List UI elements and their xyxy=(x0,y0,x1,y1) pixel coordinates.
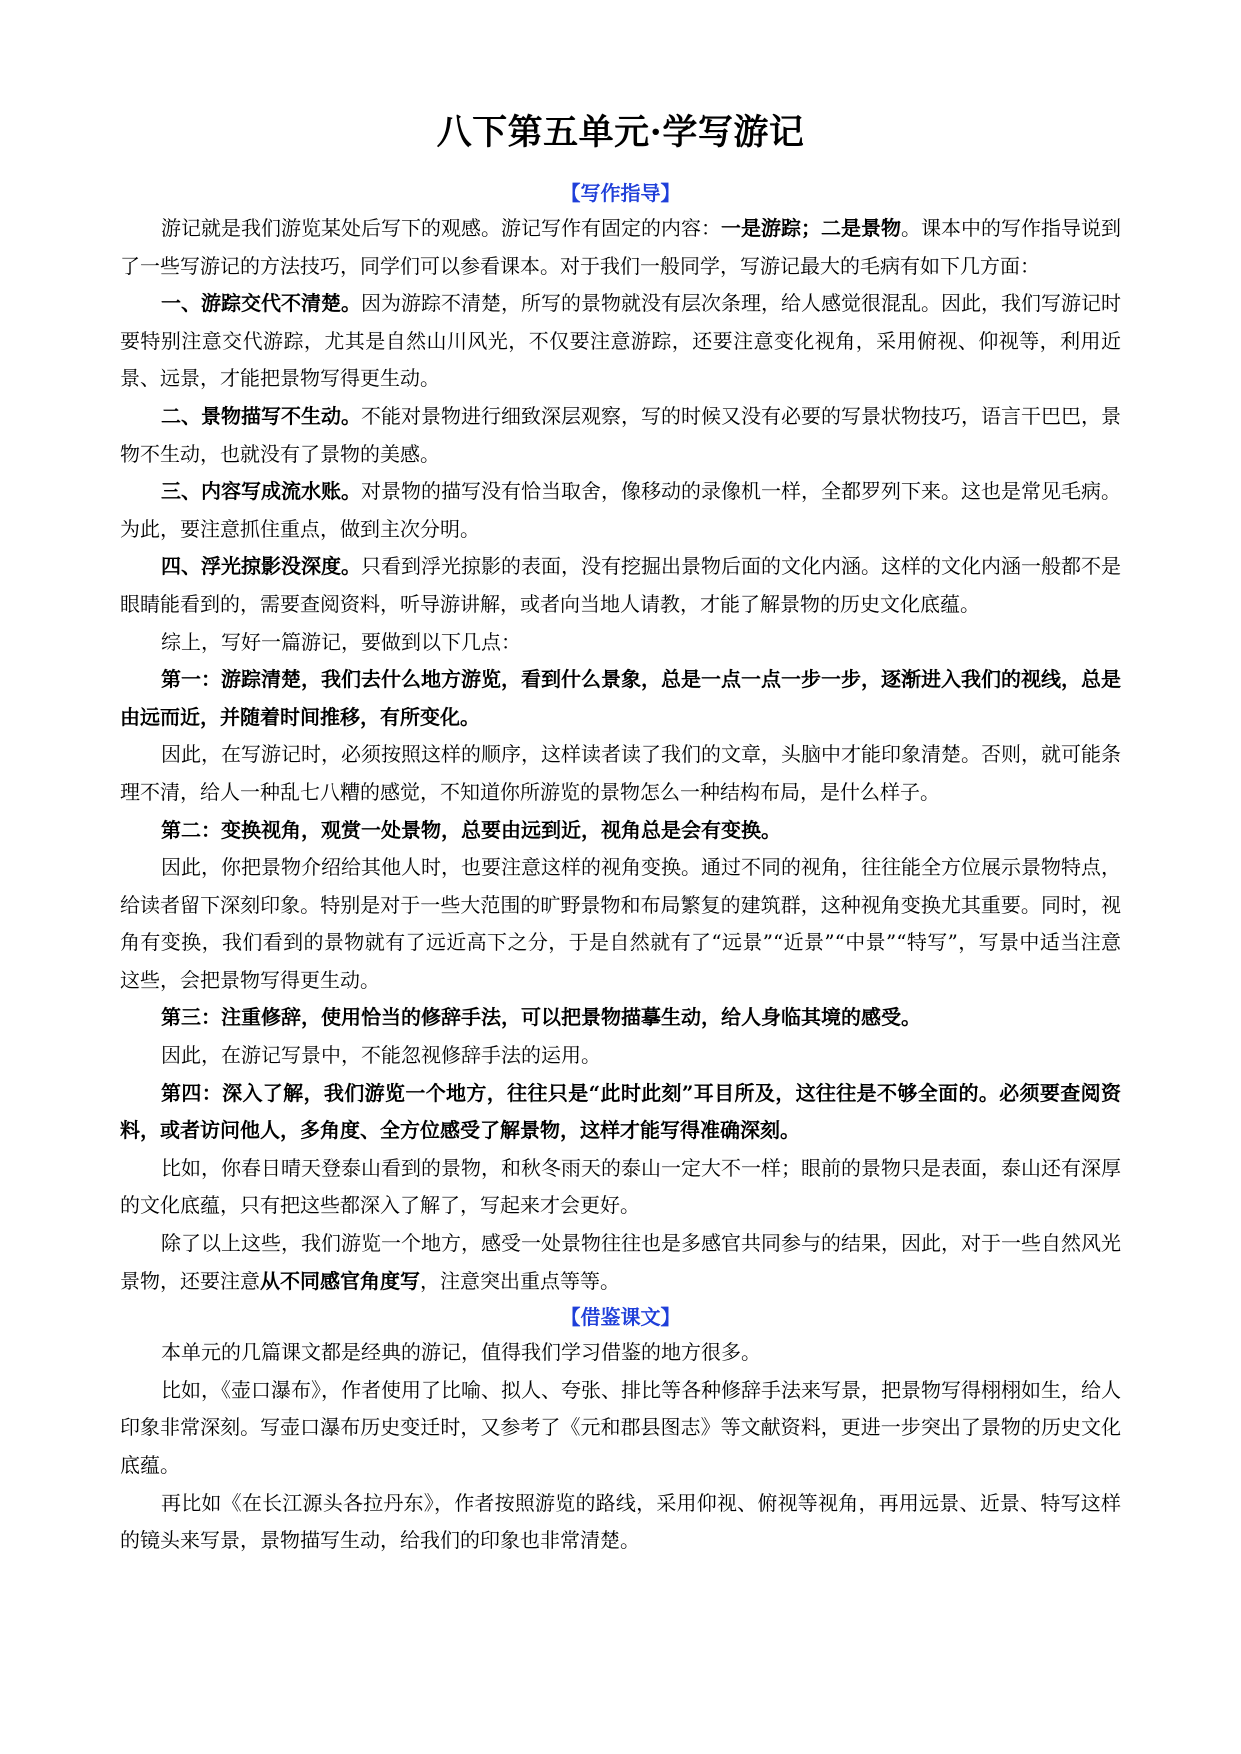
text-run: ，注意突出重点等等。 xyxy=(420,1268,620,1293)
text-run: 因为游踪不清楚，所写的景物就没有层次条理，给人感觉很混乱。因此，我们写游记时要特别注意交代游踪，尤其是自然山川风光，不仅要注意游踪，还要注意变化视角，采用俯视、仰视等，利用近景、远景，才能把景物写得更生动。 xyxy=(120,291,1121,391)
bold-text: 一是游踪；二是景物 xyxy=(721,216,901,240)
text-run: 比如，你春日晴天登泰山看到的景物，和秋冬雨天的泰山一定大不一样；眼前的景物只是表面，泰山还有深厚的文化底蕴，只有把这些都深入了解了，写起来才会更好。 xyxy=(120,1155,1121,1218)
body-paragraph xyxy=(120,1372,1121,1485)
text-run: 比如，《壶口瀑布》，作者使用了比喻、拟人、夸张、排比等各种修辞手法来写景，把景物写得栩栩如生，给人印象非常深刻。写壶口瀑布历史变迁时，又参考了《元和郡县图志》等文献资料，更进一步突出了景物的历史文化底蕴。 xyxy=(120,1377,1121,1477)
text-run: 除了以上这些，我们游览一个地方，感受一处景物往往也是多感官共同参与的结果，因此，对于一些自然风光景物，还要注意 xyxy=(120,1231,1121,1293)
text-run: 本单元的几篇课文都是经典的游记，值得我们学习借鉴的地方很多。 xyxy=(161,1340,761,1365)
text-run: 再比如《在长江源头各拉丹东》，作者按照游览的路线，采用仰视、俯视等视角，再用远景、近景、特写这样的镜头来写景，景物描写生动，给我们的印象也非常清楚。 xyxy=(120,1490,1121,1553)
section-heading: 【借鉴课文】 xyxy=(560,1305,681,1330)
text-run: 只看到浮光掠影的表面，没有挖掘出景物后面的文化内涵。这样的文化内涵一般都不是眼睛能看到的，需要查阅资料，听导游讲解，或者向当地人请教，才能了解景物的历史文化底蕴。 xyxy=(120,554,1121,616)
bold-text: 一、游踪交代不清楚。 xyxy=(161,291,361,316)
body-paragraph xyxy=(120,548,1121,623)
text-run: 综上，写好一篇游记，要做到以下几点： xyxy=(161,629,521,654)
text-run: 因此，你把景物介绍给其他人时，也要注意这样的视角变换。通过不同的视角，往往能全方位展示景物特点，给读者留下深刻印象。特别是对于一些大范围的旷野景物和布局繁复的建筑群，这种视角变换尤其重要。同时，视角有变换，我们看到的景物就有了远近高下之分，于是自然就有了“远景”“近景”“中景”“特写”，写景中适当注意这些，会把景物写得更生动。 xyxy=(120,855,1121,992)
body-paragraph xyxy=(120,1334,1121,1372)
body-paragraph xyxy=(120,624,1121,662)
body-paragraph xyxy=(120,1485,1121,1560)
text-run: 。课本中的写作指导说到了一些写游记的方法技巧，同学们可以参看课本。对于我们一般同学，写游记最大的毛病有如下几方面： xyxy=(120,216,1121,278)
bold-text: 四、浮光掠影没深度。 xyxy=(161,554,361,579)
body-paragraph xyxy=(120,473,1121,548)
bold-text: 从不同感官角度写 xyxy=(260,1268,420,1293)
section-heading: 【写作指导】 xyxy=(560,181,681,205)
bold-text: 第三：注重修辞，使用恰当的修辞手法，可以把景物描摹生动，给人身临其境的感受。 xyxy=(161,1005,921,1030)
bold-text: 第一：游踪清楚，我们去什么地方游览，看到什么景象，总是一点一点一步一步，逐渐进入我们的视线，总是由远而近，并随着时间推移，有所变化。 xyxy=(120,667,1121,729)
body-paragraph xyxy=(120,285,1121,398)
body-paragraph xyxy=(120,736,1121,811)
document-body xyxy=(120,176,1121,1560)
body-paragraph xyxy=(120,210,1121,285)
text-run: 不能对景物进行细致深层观察，写的时候又没有必要的写景状物技巧，语言干巴巴，景物不生动，也就没有了景物的美感。 xyxy=(120,403,1121,466)
body-paragraph xyxy=(120,812,1121,850)
text-run: 因此，在写游记时，必须按照这样的顺序，这样读者读了我们的文章，头脑中才能印象清楚。否则，就可能条理不清，给人一种乱七八糟的感觉，不知道你所游览的景物怎么一种结构布局，是什么样子。 xyxy=(120,742,1121,804)
text-run: 游记就是我们游览某处后写下的观感。游记写作有固定的内容： xyxy=(161,216,721,240)
body-paragraph xyxy=(120,398,1121,473)
body-paragraph xyxy=(120,1037,1121,1075)
bold-text: 二、景物描写不生动。 xyxy=(161,403,361,428)
bold-text: 第四：深入了解，我们游览一个地方，往往只是“此时此刻”耳目所及，这往往是不够全面的。必须要查阅资料，或者访问他人，多角度、全方位感受了解景物，这样才能写得准确深刻。 xyxy=(120,1080,1121,1143)
bold-text: 三、内容写成流水账。 xyxy=(161,479,361,504)
body-paragraph xyxy=(120,849,1121,999)
page-title: 八下第五单元·学写游记 xyxy=(436,112,805,153)
body-paragraph xyxy=(120,661,1121,736)
text-run: 对景物的描写没有恰当取舍，像移动的录像机一样，全都罗列下来。这也是常见毛病。为此，要注意抓住重点，做到主次分明。 xyxy=(120,479,1121,541)
body-paragraph xyxy=(120,999,1121,1037)
body-paragraph xyxy=(120,1075,1121,1150)
bold-text: 第二：变换视角，观赏一处景物，总要由远到近，视角总是会有变换。 xyxy=(161,817,781,842)
body-paragraph xyxy=(120,1150,1121,1225)
text-run: 因此，在游记写景中，不能忽视修辞手法的运用。 xyxy=(161,1043,601,1068)
body-paragraph xyxy=(120,1225,1121,1300)
